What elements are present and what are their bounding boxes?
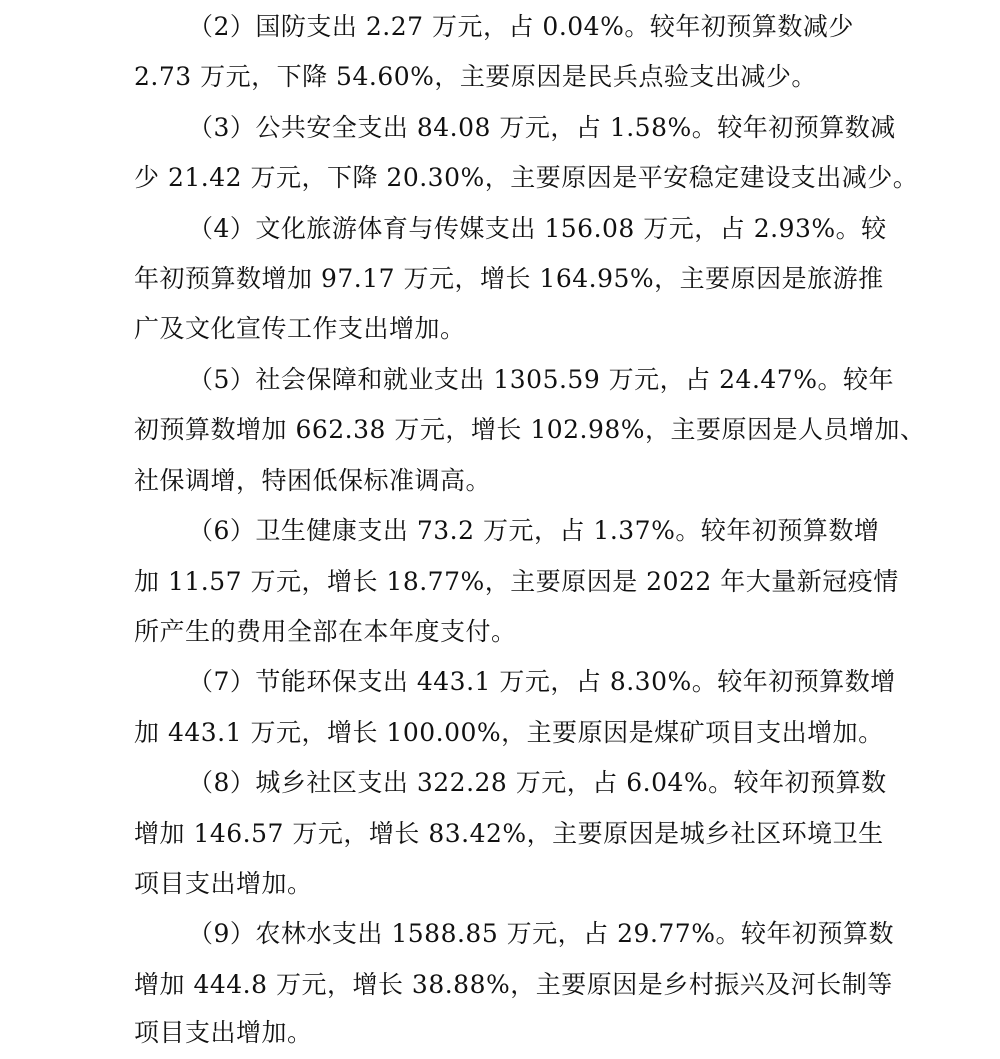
paragraph-7-line-2: 加 443.1 万元，增长 100.00%，主要原因是煤矿项目支出增加。 — [134, 718, 884, 747]
paragraph-6-line-2: 加 11.57 万元，增长 18.77%，主要原因是 2022 年大量新冠疫情 — [134, 567, 899, 596]
paragraph-5-line-1: （5）社会保障和就业支出 1305.59 万元，占 24.47%。较年 — [188, 365, 894, 394]
paragraph-2-line-1: （2）国防支出 2.27 万元，占 0.04%。较年初预算数减少 — [188, 12, 854, 41]
paragraph-4-line-2: 年初预算数增加 97.17 万元，增长 164.95%，主要原因是旅游推 — [134, 264, 884, 293]
paragraph-8-line-3: 项目支出增加。 — [134, 869, 313, 898]
paragraph-5-line-3: 社保调增，特困低保标准调高。 — [134, 466, 492, 495]
paragraph-9-line-2: 增加 444.8 万元，增长 38.88%，主要原因是乡村振兴及河长制等 — [134, 970, 893, 999]
paragraph-9-line-1: （9）农林水支出 1588.85 万元，占 29.77%。较年初预算数 — [188, 919, 894, 948]
paragraph-6-line-1: （6）卫生健康支出 73.2 万元，占 1.37%。较年初预算数增 — [188, 516, 880, 545]
paragraph-7-line-1: （7）节能环保支出 443.1 万元，占 8.30%。较年初预算数增 — [188, 667, 896, 696]
paragraph-5-line-2: 初预算数增加 662.38 万元，增长 102.98%，主要原因是人员增加、 — [134, 415, 926, 444]
paragraph-2-line-2: 2.73 万元，下降 54.60%，主要原因是民兵点验支出减少。 — [134, 62, 817, 91]
paragraph-4-line-3: 广及文化宣传工作支出增加。 — [134, 314, 466, 343]
paragraph-9-line-3: 项目支出增加。 — [134, 1018, 313, 1047]
paragraph-3-line-1: （3）公共安全支出 84.08 万元，占 1.58%。较年初预算数减 — [188, 113, 896, 142]
paragraph-8-line-2: 增加 146.57 万元，增长 83.42%，主要原因是城乡社区环境卫生 — [134, 819, 884, 848]
paragraph-8-line-1: （8）城乡社区支出 322.28 万元，占 6.04%。较年初预算数 — [188, 768, 887, 797]
paragraph-3-line-2: 少 21.42 万元，下降 20.30%，主要原因是平安稳定建设支出减少。 — [134, 163, 919, 192]
paragraph-4-line-1: （4）文化旅游体育与传媒支出 156.08 万元，占 2.93%。较 — [188, 214, 887, 243]
paragraph-6-line-3: 所产生的费用全部在本年度支付。 — [134, 617, 517, 646]
